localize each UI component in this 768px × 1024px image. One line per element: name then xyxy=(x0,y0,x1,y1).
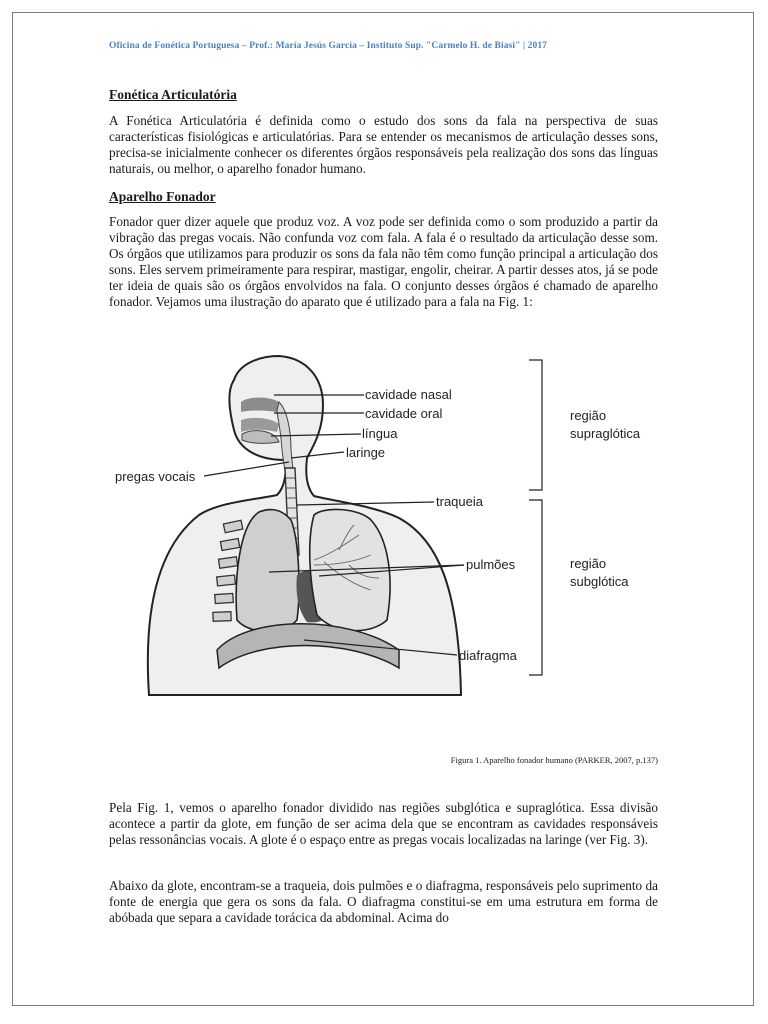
page-header: Oficina de Fonética Portuguesa – Prof.: María Jesús García – Instituto Sup. "Carmelo H. de Biasi" | 2017 xyxy=(109,41,548,51)
label-diafragma: diafragma xyxy=(459,648,517,663)
label-cavidade-oral: cavidade oral xyxy=(365,406,443,421)
heading-fonetica-articulatoria: Fonética Articulatória xyxy=(109,87,237,102)
label-laringe: laringe xyxy=(346,445,386,460)
vocal-apparatus-illustration xyxy=(109,350,669,710)
figure-vocal-apparatus xyxy=(109,350,669,710)
label-regiao-supraglotica-2: supraglótica xyxy=(570,426,641,441)
label-lingua: língua xyxy=(362,426,398,441)
paragraph-fonetica-articulatoria: A Fonética Articulatória é definida como o estudo dos sons da fala na perspectiva de suas características fisiológicas e articulatórias. Para se entender os mecanismos de articulação desses sons, precisa-se inicialmente conhecer os diferentes órgãos responsáveis pela realização dos sons das línguas naturais, ou melhor, o aparelho fonador humano. xyxy=(109,113,658,177)
heading-aparelho-fonador: Aparelho Fonador xyxy=(109,189,216,204)
figure-caption: Figura 1. Aparelho fonador humano (PARKER, 2007, p.137) xyxy=(450,755,658,765)
label-cavidade-nasal: cavidade nasal xyxy=(365,387,452,402)
label-pulmoes: pulmões xyxy=(466,557,516,572)
nasal-cavity-shape xyxy=(241,398,279,413)
label-regiao-subglotica-2: subglótica xyxy=(570,574,629,589)
label-regiao-subglotica-1: região xyxy=(570,556,607,571)
paragraph-regioes: Pela Fig. 1, vemos o aparelho fonador dividido nas regiões subglótica e supraglótica. Essa divisão acontece a partir da glote, em função de ser acima dela que se encontram as cavidades responsáveis pelas ressonâncias vocais. A glote é o espaço entre as pregas vocais localizadas na laringe (ver Fig. 3). xyxy=(109,800,658,848)
label-pregas-vocais: pregas vocais xyxy=(115,469,196,484)
label-traqueia: traqueia xyxy=(436,494,483,509)
paragraph-aparelho-fonador: Fonador quer dizer aquele que produz voz. A voz pode ser definida como o som produzido a partir da vibração das pregas vocais. Não confunda voz com fala. A fala é o resultado da articulação desse som. Os órgãos que utilizamos para produzir os sons da fala não têm como função principal a articulação dos sons. Eles servem primeiramente para respirar, mastigar, engolir, cheirar. A partir desses atos, já se pode ter ideia de quais são os órgãos envolvidos na fala. O conjunto desses órgãos é chamado de aparelho fonador. Vejamos uma ilustração do aparato que é utilizado para a fala na Fig. 1: xyxy=(109,214,658,310)
paragraph-abaixo-glote: Abaixo da glote, encontram-se a traqueia, dois pulmões e o diafragma, responsáveis pelo suprimento da fonte de energia que gera os sons da fala. O diafragma constitui-se em uma estrutura em forma de abóbada que separa a cavidade torácica da abdominal. Acima do xyxy=(109,878,658,926)
label-regiao-supraglotica-1: região xyxy=(570,408,607,423)
